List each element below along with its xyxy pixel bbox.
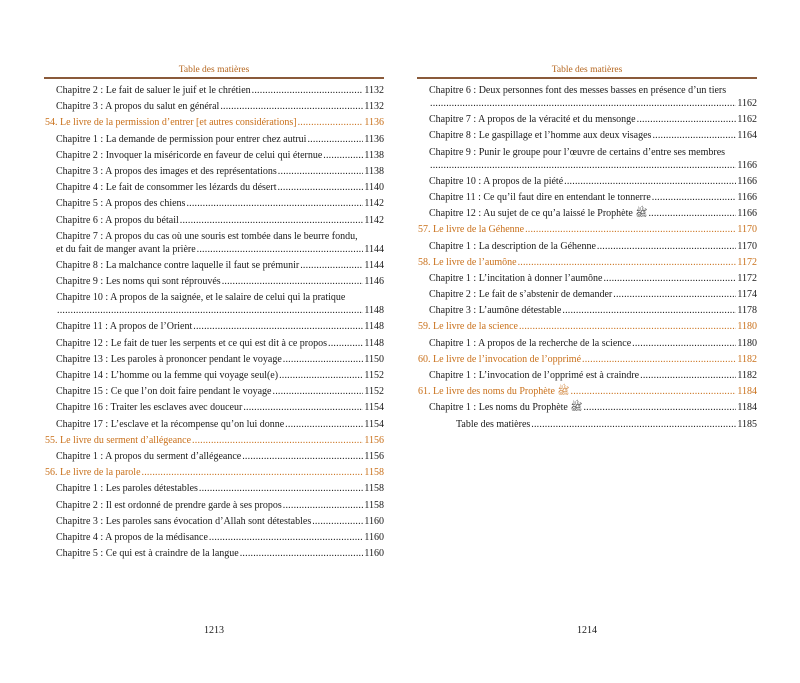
toc-entry-chapter[interactable] — [417, 129, 757, 142]
entry-page-number: 1182 — [737, 370, 757, 381]
entry-page-number: 1142 — [364, 214, 384, 226]
dot-leader — [562, 304, 736, 317]
toc-entry-chapter[interactable] — [44, 515, 384, 528]
entry-title: Table des matières — [456, 418, 531, 430]
entry-title: Chapitre 15 : Ce que l’on doit faire pendant le voyage — [56, 386, 272, 398]
toc-entry-book[interactable] — [44, 466, 384, 479]
entry-title: Chapitre 3 : A propos des images et des représentations — [56, 165, 277, 177]
toc-entry-chapter[interactable] — [44, 482, 384, 495]
entry-page-number: 1180 — [737, 321, 757, 333]
dot-leader — [518, 256, 737, 269]
entry-title: Chapitre 9 : Les noms qui sont réprouvés — [56, 276, 221, 288]
toc-entry-book[interactable] — [417, 353, 757, 366]
entry-title: 58. Le livre de l’aumône — [418, 256, 517, 268]
entry-title: 61. Le livre des noms du Prophète ﷺ — [418, 386, 570, 398]
toc-entry-chapter[interactable] — [44, 499, 384, 512]
dot-leader — [193, 320, 363, 333]
toc-entry-chapter[interactable] — [417, 146, 757, 172]
entry-title: Chapitre 1 : A propos de la recherche de la science — [429, 337, 632, 349]
entry-continuation — [429, 159, 757, 172]
toc-entry-chapter[interactable] — [44, 100, 384, 113]
entry-title: Chapitre 6 : Deux personnes font des messes basses en présence d’un tiers — [429, 85, 727, 96]
entry-title: Chapitre 7 : A propos de la véracité et du mensonge — [429, 114, 636, 126]
dot-leader — [186, 197, 363, 210]
toc-entry-chapter[interactable] — [44, 133, 384, 146]
entry-page-number: 1170 — [737, 224, 757, 236]
entry-title: Chapitre 1 : Les noms du Prophète ﷺ — [429, 402, 583, 414]
entry-page-number: 1146 — [364, 276, 384, 288]
dot-leader — [430, 159, 736, 172]
entry-title: Chapitre 2 : Invoquer la miséricorde en faveur de celui qui éternue — [56, 149, 323, 161]
entry-page-number: 1156 — [364, 450, 384, 462]
entry-page-number: 1180 — [737, 337, 757, 349]
entry-title: Chapitre 1 : L’incitation à donner l’aumône — [429, 272, 603, 284]
dot-leader — [640, 369, 736, 382]
entry-continuation — [429, 97, 757, 110]
toc-entry-chapter[interactable] — [44, 531, 384, 544]
entry-title: Chapitre 8 : Le gaspillage et l’homme aux deux visages — [429, 130, 652, 142]
entry-page-number: 1166 — [737, 191, 757, 203]
toc-entry-chapter[interactable] — [44, 337, 384, 350]
toc-entry-chapter[interactable] — [44, 230, 384, 256]
entry-title: Chapitre 12 : Le fait de tuer les serpents et ce qui est dit à ce propos — [56, 337, 328, 349]
entry-title: Chapitre 1 : La demande de permission pour entrer chez autrui — [56, 133, 307, 145]
entry-page-number: 1136 — [364, 133, 384, 145]
dot-leader — [197, 243, 364, 256]
entry-title: Chapitre 9 : Punir le groupe pour l’œuvre de certains d’entre ses membres — [429, 146, 726, 158]
entry-title: 55. Le livre du serment d’allégeance — [45, 434, 192, 446]
entry-page-number: 1184 — [737, 386, 757, 398]
toc-entry-book[interactable] — [417, 223, 757, 236]
dot-leader — [564, 175, 736, 188]
entry-title: Chapitre 4 : A propos de la médisance — [56, 531, 208, 543]
entry-title: 59. Le livre de la science — [418, 321, 518, 333]
entry-title: Chapitre 1 : Les paroles détestables — [56, 483, 198, 495]
right-page — [417, 0, 757, 683]
toc-entry-chapter[interactable] — [417, 84, 757, 110]
entry-page-number: 1154 — [364, 402, 384, 414]
entry-title: Chapitre 14 : L’homme ou la femme qui voyage seul(e) — [56, 370, 279, 381]
entry-page-number: 1142 — [364, 198, 384, 210]
toc-entry-chapter[interactable] — [417, 191, 757, 204]
dot-leader — [613, 288, 736, 301]
entry-title: Chapitre 8 : La malchance contre laquelle il faut se prémunir — [56, 259, 300, 271]
toc-entry-chapter[interactable] — [44, 165, 384, 178]
toc-entry-chapter[interactable] — [44, 275, 384, 288]
dot-leader — [283, 353, 364, 366]
toc-entry-chapter[interactable] — [44, 259, 384, 272]
dot-leader — [300, 259, 363, 272]
toc-entry-chapter[interactable] — [417, 401, 757, 414]
toc-entry-chapter[interactable] — [44, 197, 384, 210]
entry-page-number: 1172 — [737, 256, 757, 268]
toc-entry-chapter[interactable] — [417, 288, 757, 301]
toc-entry-chapter[interactable] — [44, 450, 384, 463]
toc-entry-chapter[interactable] — [44, 291, 384, 317]
dot-leader — [142, 466, 364, 479]
header-rule — [44, 77, 384, 79]
entry-title: Chapitre 17 : L’esclave et la récompense qu’on lui donne — [56, 418, 285, 430]
entry-title: Chapitre 10 : A propos de la piété — [429, 175, 564, 187]
dot-leader — [209, 531, 363, 544]
toc-entry-book[interactable] — [417, 385, 757, 398]
dot-leader — [648, 207, 736, 220]
toc-entry-chapter[interactable] — [44, 547, 384, 560]
entry-page-number: 1132 — [364, 101, 384, 113]
entry-page-number: 1160 — [364, 531, 384, 543]
toc-entry-chapter[interactable] — [417, 113, 757, 126]
toc-entry-chapter[interactable] — [417, 337, 757, 350]
entry-page-number: 1178 — [737, 305, 757, 317]
dot-leader — [525, 223, 736, 236]
page-number: 1214 — [577, 625, 597, 636]
entry-page-number: 1166 — [737, 208, 757, 220]
toc-entry-chapter[interactable] — [44, 369, 384, 382]
dot-leader — [632, 337, 736, 350]
entry-page-number: 1158 — [364, 467, 384, 479]
entry-page-number: 1162 — [737, 114, 757, 126]
dot-leader — [285, 418, 363, 431]
page-header: Table des matières — [551, 65, 623, 75]
entry-title: 54. Le livre de la permission d’entrer [et autres considérations] — [45, 117, 297, 129]
entry-page-number: 1136 — [364, 117, 384, 129]
entry-page-number: 1156 — [364, 434, 384, 446]
dot-leader — [637, 113, 737, 126]
dot-leader — [57, 304, 363, 317]
toc-entry-book[interactable] — [44, 116, 384, 129]
toc-entry-chapter[interactable] — [44, 418, 384, 431]
dot-leader — [597, 240, 736, 253]
dot-leader — [519, 320, 736, 333]
dot-leader — [571, 385, 737, 398]
toc-entry-chapter[interactable] — [417, 207, 757, 220]
page-number: 1213 — [204, 625, 224, 636]
entry-title: Chapitre 10 : A propos de la saignée, et le salaire de celui qui la pratique — [56, 292, 346, 304]
entry-page-number: 1144 — [364, 259, 384, 271]
entry-title: Chapitre 2 : Le fait de saluer le juif et le chrétien — [56, 85, 251, 96]
entry-title-continued: et du fait de manger avant la prière — [56, 243, 196, 255]
dot-leader — [582, 353, 736, 366]
entry-page-number: 1138 — [364, 165, 384, 177]
entry-title: Chapitre 3 : A propos du salut en général — [56, 101, 220, 113]
entry-page-number: 1140 — [364, 182, 384, 194]
entry-title: Chapitre 1 : La description de la Géhenne — [429, 240, 596, 252]
entry-title: 56. Le livre de la parole — [45, 467, 141, 479]
entry-title: Chapitre 13 : Les paroles à prononcer pendant le voyage — [56, 353, 282, 365]
toc-entry-chapter[interactable] — [417, 369, 757, 382]
toc-entry-chapter[interactable] — [417, 240, 757, 253]
entry-title: Chapitre 4 : Le fait de consommer les lézards du désert — [56, 182, 277, 194]
dot-leader — [323, 149, 363, 162]
entry-page-number: 1166 — [737, 159, 757, 171]
toc-entry-chapter[interactable] — [417, 304, 757, 317]
dot-leader — [307, 133, 363, 146]
entry-title: Chapitre 11 : Ce qu’il faut dire en entendant le tonnerre — [429, 191, 651, 203]
toc-entry-book[interactable] — [417, 320, 757, 333]
dot-leader — [277, 181, 363, 194]
dot-leader — [312, 515, 363, 528]
entry-title: Chapitre 11 : A propos de l’Orient — [56, 321, 193, 333]
dot-leader — [242, 450, 363, 463]
entry-page-number: 1148 — [364, 337, 384, 349]
entry-page-number: 1158 — [364, 483, 384, 495]
entry-title: 60. Le livre de l’invocation de l’opprimé — [418, 353, 582, 365]
entry-continuation — [56, 304, 384, 317]
entry-page-number: 1138 — [364, 149, 384, 161]
page-header: Table des matières — [178, 65, 250, 75]
toc-entry-chapter[interactable] — [417, 272, 757, 285]
dot-leader — [298, 116, 364, 129]
toc-entry-chapter[interactable] — [44, 353, 384, 366]
entry-page-number: 1162 — [737, 98, 757, 109]
dot-leader — [652, 191, 737, 204]
entry-page-number: 1150 — [364, 353, 384, 365]
dot-leader — [279, 369, 363, 382]
entry-page-number: 1148 — [364, 321, 384, 333]
entry-title: Chapitre 1 : L’invocation de l’opprimé est à craindre — [429, 370, 640, 381]
entry-title: 57. Le livre de la Géhenne — [418, 224, 525, 236]
toc-entry-chapter[interactable] — [44, 385, 384, 398]
dot-leader — [199, 482, 363, 495]
left-page — [44, 0, 384, 683]
entry-page-number: 1158 — [364, 499, 384, 511]
toc-entry-chapter[interactable] — [417, 175, 757, 188]
dot-leader — [328, 337, 363, 350]
entry-title: Chapitre 3 : Les paroles sans évocation d’Allah sont détestables — [56, 515, 312, 527]
entry-title: Chapitre 5 : Ce qui est à craindre de la langue — [56, 548, 239, 560]
toc-entry-chapter[interactable] — [44, 401, 384, 414]
dot-leader — [243, 401, 363, 414]
entry-page-number: 1164 — [737, 130, 757, 142]
entry-title: Chapitre 16 : Traiter les esclaves avec douceur — [56, 402, 243, 414]
entry-page-number: 1185 — [737, 418, 757, 430]
toc-entry-book[interactable] — [44, 434, 384, 447]
dot-leader — [652, 129, 736, 142]
entry-page-number: 1182 — [737, 353, 757, 365]
dot-leader — [583, 401, 736, 414]
entry-page-number: 1152 — [364, 370, 384, 381]
entry-page-number: 1152 — [364, 386, 384, 398]
toc-entry-chapter[interactable] — [44, 149, 384, 162]
dot-leader — [430, 97, 736, 110]
entry-page-number: 1144 — [364, 243, 384, 255]
toc-entry-book[interactable] — [417, 256, 757, 269]
entry-title: Chapitre 7 : A propos du cas où une souris est tombée dans le beurre fondu, — [56, 230, 358, 242]
entry-title: Chapitre 2 : Le fait de s’abstenir de demander — [429, 289, 613, 301]
entry-title: Chapitre 5 : A propos des chiens — [56, 198, 186, 210]
toc-entry-chapter[interactable] — [44, 214, 384, 227]
toc-list — [417, 84, 757, 434]
toc-entry-table[interactable] — [417, 418, 757, 431]
dot-leader — [252, 84, 364, 97]
entry-page-number: 1160 — [364, 515, 384, 527]
entry-page-number: 1170 — [737, 240, 757, 252]
entry-continuation — [56, 243, 384, 256]
dot-leader — [192, 434, 363, 447]
dot-leader — [283, 499, 364, 512]
entry-page-number: 1172 — [737, 272, 757, 284]
entry-title: Chapitre 2 : Il est ordonné de prendre garde à ses propos — [56, 499, 282, 511]
entry-page-number: 1154 — [364, 418, 384, 430]
dot-leader — [603, 272, 736, 285]
toc-list — [44, 84, 384, 563]
dot-leader — [531, 418, 736, 431]
dot-leader — [240, 547, 364, 560]
header-rule — [417, 77, 757, 79]
toc-entry-chapter[interactable] — [44, 84, 384, 97]
toc-entry-chapter[interactable] — [44, 320, 384, 333]
entry-title: Chapitre 1 : A propos du serment d’allégeance — [56, 450, 242, 462]
dot-leader — [220, 100, 363, 113]
entry-page-number: 1148 — [364, 305, 384, 317]
dot-leader — [222, 275, 364, 288]
dot-leader — [273, 385, 364, 398]
entry-page-number: 1166 — [737, 175, 757, 187]
dot-leader — [278, 165, 364, 178]
entry-page-number: 1174 — [737, 289, 757, 301]
entry-page-number: 1160 — [364, 548, 384, 560]
entry-title: Chapitre 3 : L’aumône détestable — [429, 305, 562, 317]
dot-leader — [180, 214, 364, 227]
entry-page-number: 1132 — [364, 85, 384, 96]
entry-page-number: 1184 — [737, 402, 757, 414]
entry-title: Chapitre 12 : Au sujet de ce qu’a laissé le Prophète ﷺ — [429, 208, 648, 220]
toc-entry-chapter[interactable] — [44, 181, 384, 194]
entry-title: Chapitre 6 : A propos du bétail — [56, 214, 179, 226]
